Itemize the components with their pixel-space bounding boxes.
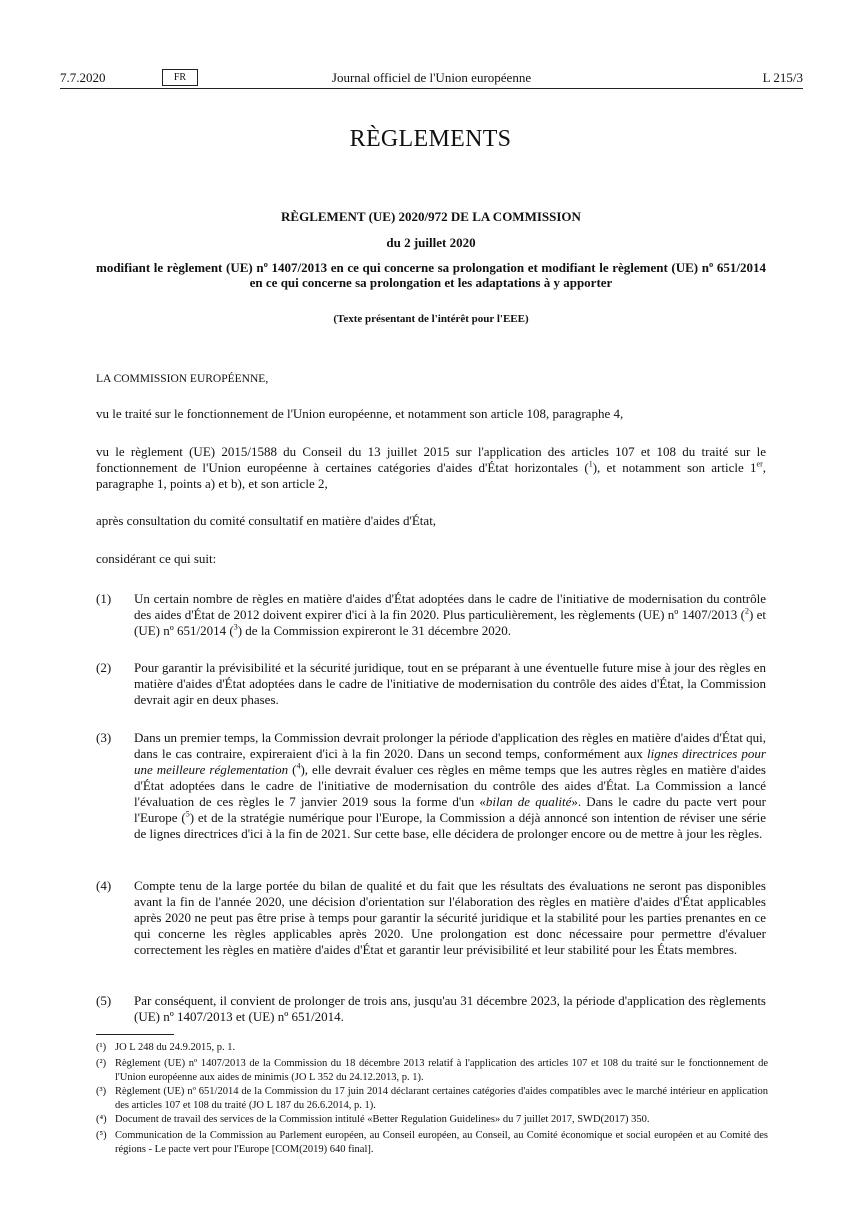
recital-text: Un certain nombre de règles en matière d'aides d'État adoptées dans le cadre de l'initiative de modernisation du contrôle des aides d'État de 2012 doivent expirer d'ici à la fin 2020. Plus particulièrement, les règlements (UE) nº 1407/2013 ($^2$) et (UE) nº 651/2014 ($^3$) de la Commission expireront le 31 décembre 2020.	[134, 591, 766, 638]
recital-number: (4)	[96, 878, 112, 893]
recital-number: (5)	[96, 993, 112, 1008]
footnote-text: JO L 248 du 24.9.2015, p. 1.	[115, 1042, 236, 1053]
footnote-ref: 1	[588, 459, 593, 469]
recital-number: (3)	[96, 730, 112, 745]
footnote	[96, 1057, 768, 1085]
recital	[96, 660, 766, 708]
recital-text: Pour garantir la prévisibilité et la sécurité juridique, tout en se préparant à une éventuelle future mise à jour des règles en matière d'aides d'État adoptées dans le cadre de l'initiative de modernisation du contrôle des aides d'État, la Commission devrait agir en deux phases.	[134, 660, 766, 707]
regulation-title: RÈGLEMENT (UE) 2020/972 DE LA COMMISSION	[281, 209, 581, 224]
recital-text: Dans un premier temps, la Commission devrait prolonger la période d'application des règles en matière d'aides d'État qui, dans le cas contraire, expireraient d'ici à la fin 2020. Dans un second temps, conformément aux lignes directrices pour une meilleure réglementation ($^4$), elle devrait évaluer ces règles en même temps que les autres règles en matière d'aides d'État adoptées dans le cadre de l'initiative de modernisation du contrôle des aides d'État. La Commission a lancé l'évaluation de ces règles le 7 janvier 2019 sous la forme d'un «bilan de qualité». Dans le cadre du pacte vert pour l'Europe ($^5$) et de la stratégie numérique pour l'Europe, la Commission a déjà annoncé son intention de réviser une série de lignes directrices d'ici à la fin de 2021. Sur cette base, elle décidera de prolonger encore ou de mettre à jour les règles.	[134, 730, 767, 841]
recital-number: (1)	[96, 591, 112, 606]
page-header	[60, 70, 803, 90]
whereas-clause: considérant ce qui suit:	[96, 551, 217, 566]
footnote-ref: 4	[296, 761, 301, 771]
recital-text: Compte tenu de la large portée du bilan de qualité et du fait que les résultats des évaluations ne seront pas disponibles avant la fin de l'année 2020, une décision d'orientation sur l'élaboration des règles en matière d'aides d'État applicables après 2020 ne peut pas être prise à temps pour garantir la sécurité juridique et la stabilité pour les parties prenantes en ce qui concerne les règles applicables après 2020. Une prolongation est donc nécessaire pour permettre d'évaluer correctement les règles en matière d'aides d'État et garantir leur prévisibilité et leur stabilité pour les États membres.	[134, 878, 766, 957]
footnote-ref: 5	[185, 809, 190, 819]
recital	[96, 878, 766, 958]
page-reference: L 215/3	[762, 70, 803, 85]
footnote-mark: (⁵)	[96, 1130, 107, 1141]
footnote-divider	[96, 1034, 174, 1035]
language-badge: FR	[162, 69, 198, 86]
footnote-text: Communication de la Commission au Parlement européen, au Conseil européen, au Conseil, au Comité économique et social européen et au Comité des régions - Le pacte vert pour l'Europe [COM(2019) 640 final].	[115, 1130, 768, 1155]
citation-council-regulation: vu le règlement (UE) 2015/1588 du Conseil du 13 juillet 2015 sur l'application des articles 107 et 108 du traité sur le fonctionnement de l'Union européenne à certaines catégories d'aides d'État horizontales ($^1$), et notamment son article 1er, paragraphe 1, points a) et b), et son article 2,	[96, 444, 766, 491]
consultation-clause: après consultation du comité consultatif en matière d'aides d'État,	[96, 513, 437, 528]
regulation-subject: modifiant le règlement (UE) nº 1407/2013 en ce qui concerne sa prolongation et modifiant le règlement (UE) nº 651/2014 en ce qui concerne sa prolongation et les adaptations à y apporter	[96, 260, 766, 290]
recital-text: Par conséquent, il convient de prolonger de trois ans, jusqu'au 31 décembre 2023, la période d'application des règlements (UE) nº 1407/2013 et (UE) nº 651/2014.	[134, 993, 766, 1024]
footnote	[96, 1041, 768, 1055]
footnote-mark: (⁴)	[96, 1114, 107, 1125]
recital	[96, 591, 766, 639]
regulation-date: du 2 juillet 2020	[386, 235, 476, 250]
footnote-text: Document de travail des services de la Commission intitulé «Better Regulation Guidelines» du 7 juillet 2017, SWD(2017) 350.	[115, 1114, 650, 1125]
issuing-body: LA COMMISSION EUROPÉENNE,	[96, 373, 269, 385]
footnote-mark: (³)	[96, 1086, 107, 1097]
recital	[96, 730, 766, 842]
journal-title: Journal officiel de l'Union européenne	[331, 70, 532, 85]
header-divider	[60, 88, 803, 89]
footnote	[96, 1085, 768, 1113]
publication-date: 7.7.2020	[60, 70, 106, 85]
footnote-mark: (²)	[96, 1058, 107, 1069]
citation-treaty: vu le traité sur le fonctionnement de l'Union européenne, et notamment son article 108, paragraphe 4,	[96, 406, 624, 421]
footnote-text: Règlement (UE) nº 651/2014 de la Commission du 17 juin 2014 déclarant certaines catégories d'aides compatibles avec le marché intérieur en application des articles 107 et 108 du traité (JO L 187 du 26.6.2014, p. 1).	[115, 1086, 768, 1111]
footnote	[96, 1113, 768, 1127]
footnote-ref: 3	[233, 622, 238, 632]
footnote	[96, 1129, 768, 1157]
footnote-mark: (¹)	[96, 1042, 107, 1053]
eea-relevance: (Texte présentant de l'intérêt pour l'EEE)	[333, 313, 529, 325]
recital	[96, 993, 766, 1025]
recital-number: (2)	[96, 660, 112, 675]
footnote-text: Règlement (UE) nº 1407/2013 de la Commission du 18 décembre 2013 relatif à l'application des articles 107 et 108 du traité sur le fonctionnement de l'Union européenne aux aides de minimis (JO L 352 du 24.12.2013, p. 1).	[115, 1058, 768, 1083]
footnote-ref: 2	[744, 606, 749, 616]
section-title: RÈGLEMENTS	[349, 126, 512, 152]
